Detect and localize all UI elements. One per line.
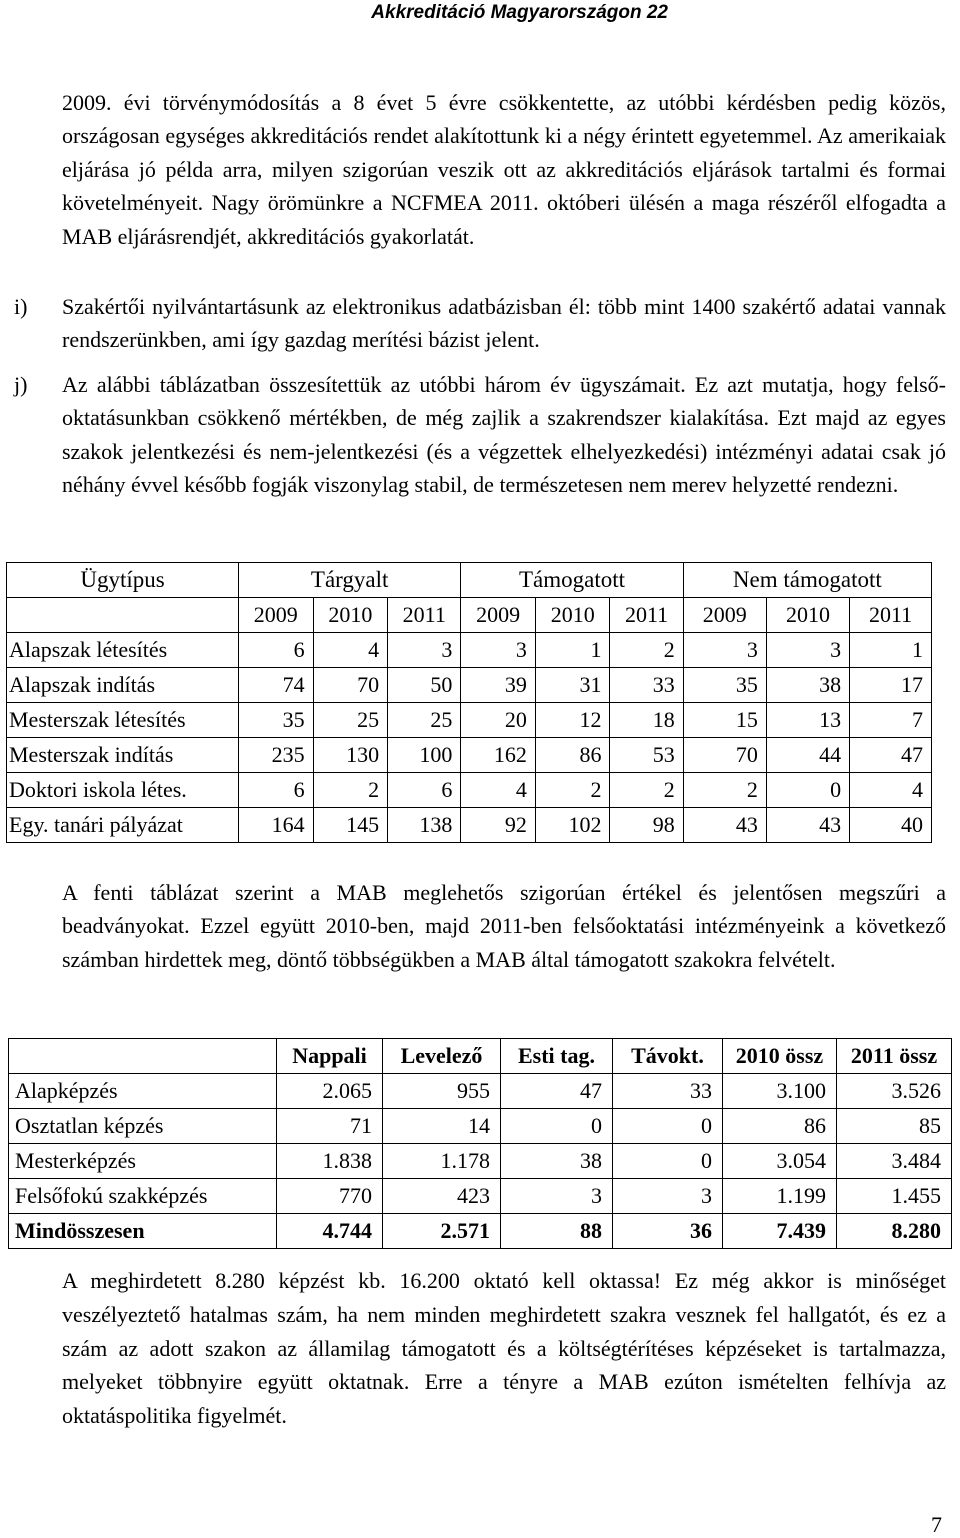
year-cell: 2011: [610, 598, 683, 633]
table-cell: 25: [313, 703, 388, 738]
table-row: [9, 1109, 952, 1144]
table-cell: 235: [239, 738, 314, 773]
table-cell: 3: [461, 633, 536, 668]
table-cell: 1.199: [723, 1179, 837, 1214]
table-cell: 138: [388, 808, 461, 843]
intro-paragraph: 2009. évi törvénymódosítás a 8 évet 5 évre csökkentette, az utóbbi kérdésben pedig közös, országosan egységes akkreditációs rendet alakítottunk ki a négy érintett egyetemmel. Az amerikaiak eljárása jó példa arra, milyen szigorúan veszik ott az akkreditációs eljárások tartalmi és formai követelményeit. Nagy örömünkre a NCFMEA 2011. októberi ülésén a maga részéről elfogadta a MAB eljárásrendjét, akkreditációs gyakorlatát.: [62, 90, 946, 249]
header-2011-ossz: 2011 össz: [837, 1039, 952, 1074]
row-label: Felsőfokú szakképzés: [9, 1179, 277, 1214]
table-row: [7, 633, 932, 668]
year-cell: 2011: [388, 598, 461, 633]
table-row: [9, 1074, 952, 1109]
year-cell: 2010: [535, 598, 610, 633]
table-cell: 3.100: [723, 1074, 837, 1109]
table-cell: 33: [613, 1074, 723, 1109]
table-cell: 40: [850, 808, 932, 843]
table-header-row: [9, 1039, 952, 1074]
table-cell: 85: [837, 1109, 952, 1144]
total-cell: 4.744: [277, 1214, 383, 1249]
table-cell: 164: [239, 808, 314, 843]
table-row: [7, 738, 932, 773]
list-marker: i): [14, 294, 28, 319]
total-cell: 88: [501, 1214, 613, 1249]
list-item-text: Szakértői nyilvántartásunk az elektronikus adatbázisban él: több mint 1400 szakértő adatai vannak rendszerünkben, ami így gazdag merítési bázist jelent.: [62, 294, 946, 353]
row-label: Alapképzés: [9, 1074, 277, 1109]
total-cell: 8.280: [837, 1214, 952, 1249]
table-cell: 14: [383, 1109, 501, 1144]
table-cell: 13: [766, 703, 849, 738]
table-cell: 2: [535, 773, 610, 808]
table-cell: 7: [850, 703, 932, 738]
total-cell: 2.571: [383, 1214, 501, 1249]
row-label: Mesterszak létesítés: [7, 703, 239, 738]
table-cell: 35: [683, 668, 766, 703]
table-cell: 12: [535, 703, 610, 738]
table-row: [7, 773, 932, 808]
year-cell: 2009: [239, 598, 314, 633]
table-cell: 74: [239, 668, 314, 703]
table-cell: 130: [313, 738, 388, 773]
table-year-row: [7, 598, 932, 633]
table-cell: 100: [388, 738, 461, 773]
year-cell: 2009: [683, 598, 766, 633]
table-cell: 3.526: [837, 1074, 952, 1109]
table-cell: 71: [277, 1109, 383, 1144]
table-cell: 1.455: [837, 1179, 952, 1214]
table-cell: 53: [610, 738, 683, 773]
row-label: Egy. tanári pályázat: [7, 808, 239, 843]
header-2010-ossz: 2010 össz: [723, 1039, 837, 1074]
table-cell: 86: [535, 738, 610, 773]
table-row: [9, 1144, 952, 1179]
year-cell: 2010: [766, 598, 849, 633]
table-cell: 33: [610, 668, 683, 703]
table-cell: 38: [501, 1144, 613, 1179]
table-cell: 18: [610, 703, 683, 738]
table-cell: 2: [610, 773, 683, 808]
table-cell: 162: [461, 738, 536, 773]
table-cell: 17: [850, 668, 932, 703]
total-cell: 36: [613, 1214, 723, 1249]
total-cell: 7.439: [723, 1214, 837, 1249]
running-header: Akkreditáció Magyarországon 22: [371, 2, 668, 23]
table-cell: 0: [501, 1109, 613, 1144]
table-cell: 44: [766, 738, 849, 773]
table-cell: 47: [501, 1074, 613, 1109]
header-ugytipus: Ügytípus: [7, 563, 239, 598]
table-cell: 1: [535, 633, 610, 668]
table-cell: 38: [766, 668, 849, 703]
table-cell: 39: [461, 668, 536, 703]
header-nem-tamogatott: Nem támogatott: [683, 563, 931, 598]
table-cell: 3: [613, 1179, 723, 1214]
page-number: 7: [931, 1512, 942, 1537]
closing-paragraph: A meghirdetett 8.280 képzést kb. 16.200 oktató kell oktassa! Ez még akkor is minőséget veszélyeztető hatalmas szám, ha nem minden meghirdetett szakra vesznek fel hallgatót, és ez a szám az adott szakon az államilag támogatott és a költségtérítéses képzéseket is tartalmazza, melyeket többnyire együtt oktatnak. Erre a tényre a MAB ezúton ismételten felhívja az oktatáspolitika figyelmét.: [62, 1268, 946, 1429]
table-cell: 6: [388, 773, 461, 808]
table-cell: [7, 598, 239, 633]
list-item-i: [14, 290, 946, 357]
table-total-row: [9, 1214, 952, 1249]
row-label: Alapszak létesítés: [7, 633, 239, 668]
list-item-text: Az alábbi táblázatban összesítettük az utóbbi három év ügyszámait. Ez azt mutatja, hogy felső-oktatásunkban csökkenő mértékben, de még zajlik a szakrendszer kialakítása. Ezt majd az egyes szakok jelentkezési és nem-jelentkezési (és a végzettek elhelyezkedési) intézményi adatai csak jó néhány évvel később fogják viszonylag stabil, de természetesen nem merev helyzetté rendezni.: [62, 372, 946, 498]
table-cell: 1.838: [277, 1144, 383, 1179]
list-item-j: [14, 368, 946, 502]
table-cell: 0: [766, 773, 849, 808]
table-cell: 423: [383, 1179, 501, 1214]
table-header-row: [7, 563, 932, 598]
header-targyalt: Tárgyalt: [239, 563, 461, 598]
table-cell: 70: [683, 738, 766, 773]
row-label: Doktori iskola létes.: [7, 773, 239, 808]
admission-table: [8, 1038, 952, 1249]
header-esti: Esti tag.: [501, 1039, 613, 1074]
table-cell: 2: [683, 773, 766, 808]
table-cell: 50: [388, 668, 461, 703]
table-cell: 3: [388, 633, 461, 668]
row-label: Alapszak indítás: [7, 668, 239, 703]
year-cell: 2010: [313, 598, 388, 633]
table-cell: 20: [461, 703, 536, 738]
table-cell: 2.065: [277, 1074, 383, 1109]
table-cell: 4: [461, 773, 536, 808]
table-cell: 3: [501, 1179, 613, 1214]
table-cell: 43: [766, 808, 849, 843]
header-nappali: Nappali: [277, 1039, 383, 1074]
table-cell: 1: [850, 633, 932, 668]
case-count-table: [6, 562, 932, 843]
table-cell: 955: [383, 1074, 501, 1109]
header-cell: [9, 1039, 277, 1074]
table-cell: 3: [766, 633, 849, 668]
table-row: [7, 808, 932, 843]
total-label: Mindösszesen: [9, 1214, 277, 1249]
table-cell: 4: [313, 633, 388, 668]
table-cell: 35: [239, 703, 314, 738]
table-row: [9, 1179, 952, 1214]
year-cell: 2011: [850, 598, 932, 633]
row-label: Osztatlan képzés: [9, 1109, 277, 1144]
table-cell: 98: [610, 808, 683, 843]
table-cell: 1.178: [383, 1144, 501, 1179]
table-cell: 770: [277, 1179, 383, 1214]
header-levelezo: Levelező: [383, 1039, 501, 1074]
table-cell: 31: [535, 668, 610, 703]
table-cell: 4: [850, 773, 932, 808]
table-cell: 3: [683, 633, 766, 668]
table-cell: 0: [613, 1144, 723, 1179]
table-row: [7, 668, 932, 703]
table-cell: 15: [683, 703, 766, 738]
header-tavokt: Távokt.: [613, 1039, 723, 1074]
table-cell: 47: [850, 738, 932, 773]
table-cell: 6: [239, 633, 314, 668]
table-cell: 0: [613, 1109, 723, 1144]
table-cell: 2: [313, 773, 388, 808]
row-label: Mesterszak indítás: [7, 738, 239, 773]
table-cell: 3.484: [837, 1144, 952, 1179]
list-marker: j): [14, 372, 28, 397]
year-cell: 2009: [461, 598, 536, 633]
table-cell: 92: [461, 808, 536, 843]
table-row: [7, 703, 932, 738]
table-cell: 3.054: [723, 1144, 837, 1179]
table-cell: 86: [723, 1109, 837, 1144]
table-cell: 102: [535, 808, 610, 843]
table-cell: 25: [388, 703, 461, 738]
table-cell: 145: [313, 808, 388, 843]
table-cell: 70: [313, 668, 388, 703]
header-tamogatott: Támogatott: [461, 563, 683, 598]
row-label: Mesterképzés: [9, 1144, 277, 1179]
middle-paragraph: A fenti táblázat szerint a MAB meglehetős szigorúan értékel és jelentősen megszűri a beadványokat. Ezzel együtt 2010-ben, majd 2011-ben felsőoktatási intézményeink a következő számban hirdettek meg, döntő többségükben a MAB által támogatott szakokra felvételt.: [62, 880, 946, 972]
table-cell: 43: [683, 808, 766, 843]
table-cell: 2: [610, 633, 683, 668]
table-cell: 6: [239, 773, 314, 808]
